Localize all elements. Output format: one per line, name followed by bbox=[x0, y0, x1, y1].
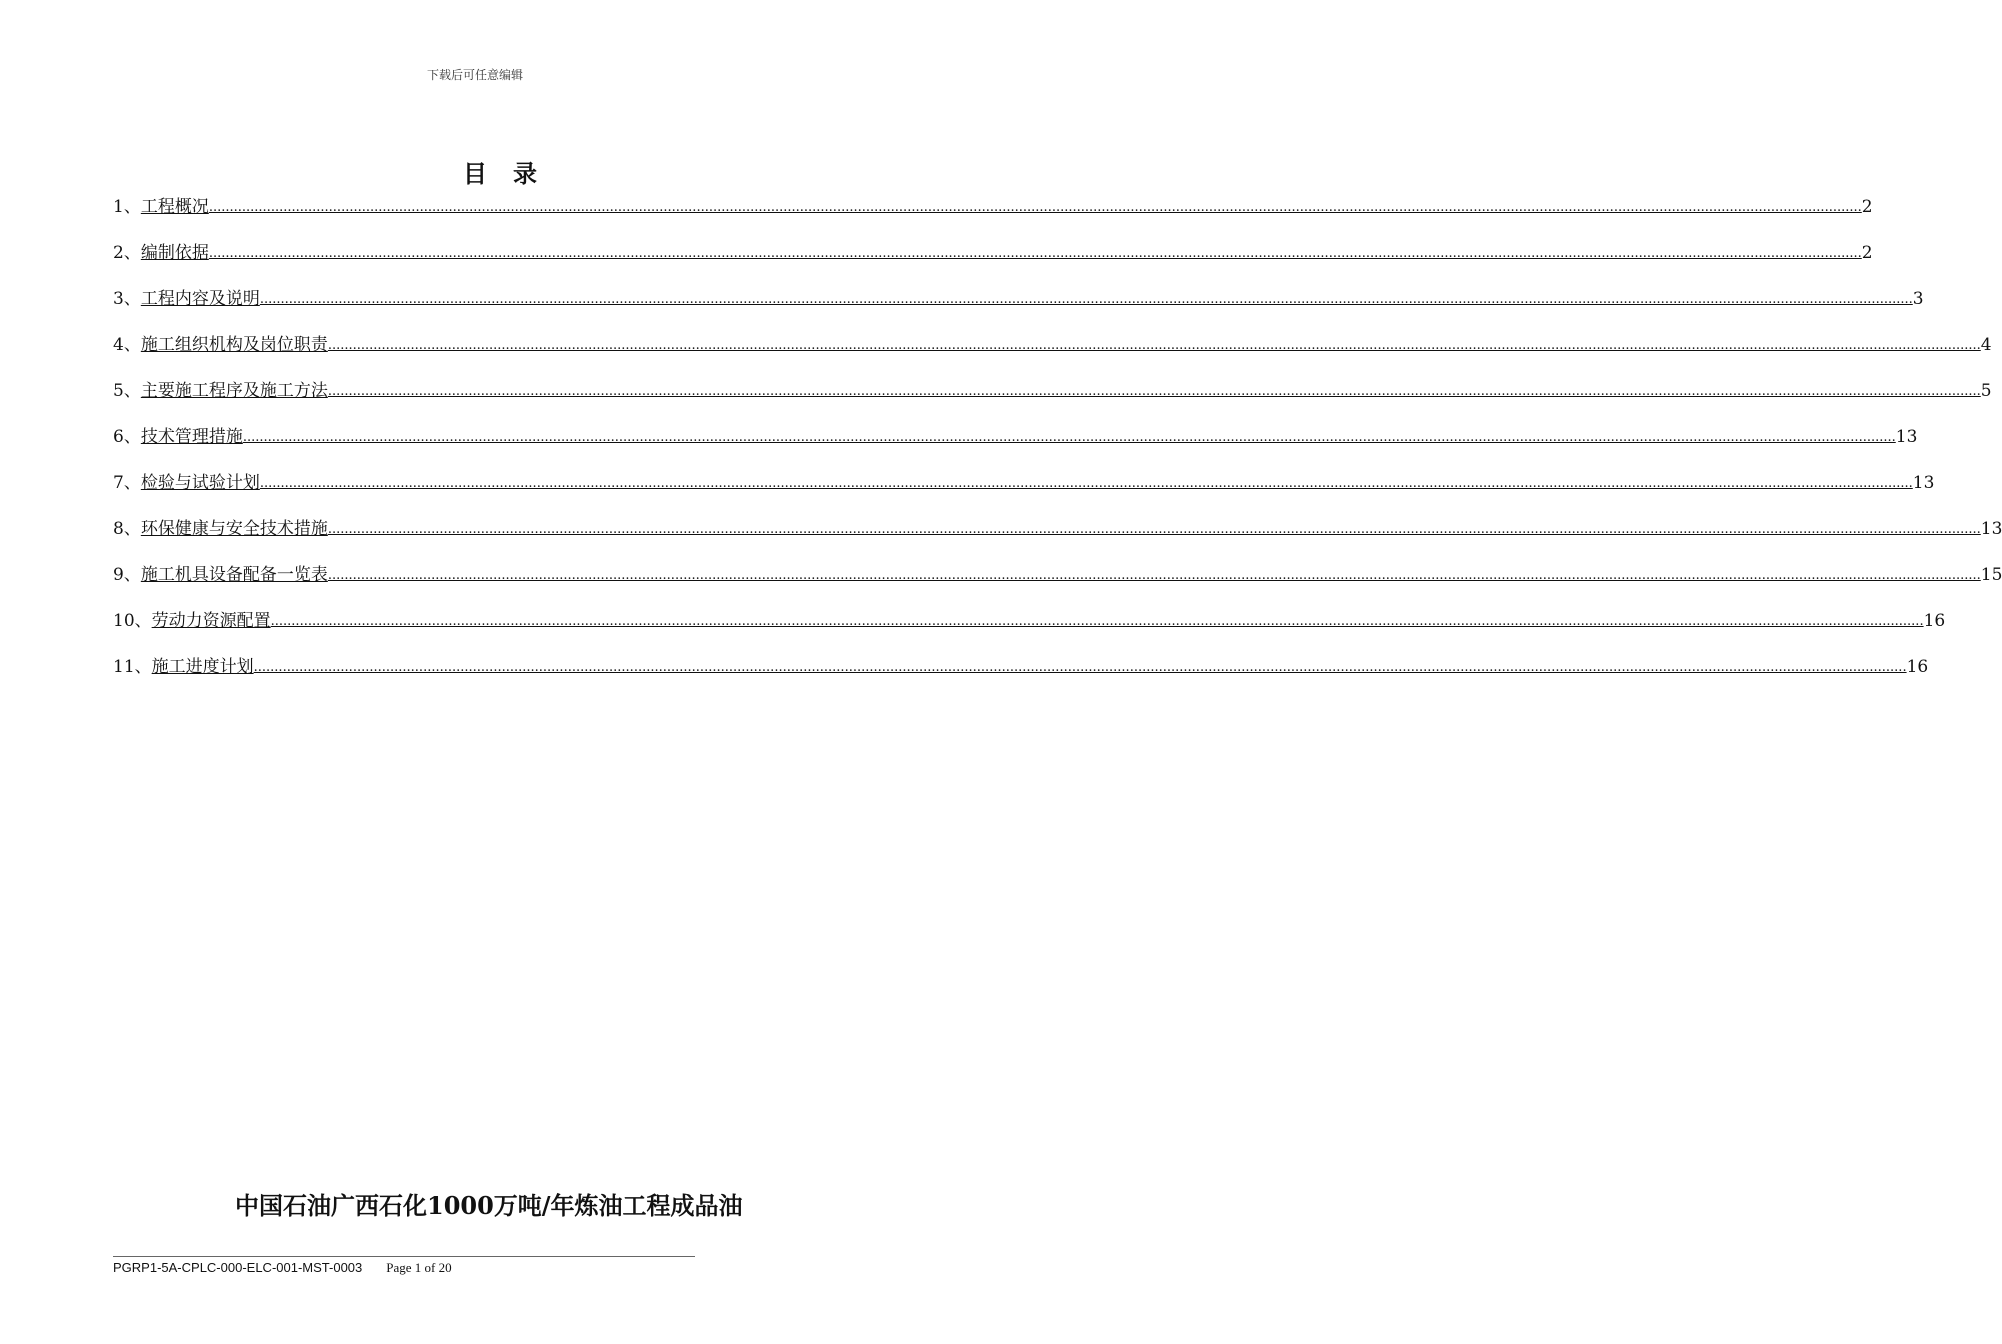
toc-leader-dots: ................................................................................................................................................................................................................................................................................................................................................................................................................ bbox=[327, 568, 1981, 583]
toc-entry-page: 5 bbox=[1980, 381, 1992, 401]
toc-entry-link[interactable]: 环保健康与安全技术措施 bbox=[140, 519, 328, 539]
toc-entry-page: 16 bbox=[1906, 657, 1929, 677]
toc-entry-number: 4、 bbox=[113, 335, 141, 355]
toc-entry-link[interactable]: 编制依据 bbox=[140, 243, 209, 263]
toc-entry-page: 3 bbox=[1912, 289, 1924, 309]
project-title: 中国石油广西石化1000万吨/年炼油工程成品油 bbox=[235, 1191, 743, 1220]
toc-title bbox=[0, 154, 1000, 189]
toc-entry-1[interactable] bbox=[113, 194, 1873, 240]
toc-entry-number: 6、 bbox=[113, 427, 141, 447]
toc-leader-dots: ................................................................................................................................................................................................................................................................................................................................................................................................................ bbox=[270, 614, 1924, 629]
toc-entry-3[interactable] bbox=[113, 286, 1924, 332]
toc-entry-link[interactable]: 施工机具设备配备一览表 bbox=[140, 565, 328, 585]
header-note: 下载后可任意编辑 bbox=[426, 68, 523, 82]
footer-divider bbox=[113, 1256, 695, 1257]
toc-entry-number: 10、 bbox=[113, 611, 152, 631]
toc-entry-page: 13 bbox=[1895, 427, 1918, 447]
toc-leader-dots: ................................................................................................................................................................................................................................................................................................................................................................................................................ bbox=[242, 430, 1896, 445]
toc-entry-11[interactable] bbox=[113, 654, 1929, 700]
toc-entry-link[interactable]: 技术管理措施 bbox=[140, 427, 243, 447]
toc-entry-number: 7、 bbox=[113, 473, 141, 493]
toc-entry-page: 15 bbox=[1980, 565, 2002, 585]
toc-leader-dots: ................................................................................................................................................................................................................................................................................................................................................................................................................ bbox=[327, 384, 1981, 399]
toc-entry-number: 11、 bbox=[113, 657, 152, 677]
toc-leader-dots: ................................................................................................................................................................................................................................................................................................................................................................................................................ bbox=[208, 246, 1862, 261]
toc-entry-link[interactable]: 主要施工程序及施工方法 bbox=[140, 381, 328, 401]
toc-entry-page: 2 bbox=[1861, 243, 1873, 263]
toc-entry-link[interactable]: 工程概况 bbox=[140, 197, 209, 217]
toc-entry-6[interactable] bbox=[113, 424, 1918, 470]
page-number: Page 1 of 20 bbox=[386, 1260, 452, 1275]
toc-entry-link[interactable]: 检验与试验计划 bbox=[140, 473, 260, 493]
toc-entry-link[interactable]: 施工组织机构及岗位职责 bbox=[140, 335, 328, 355]
toc-entry-link[interactable]: 施工进度计划 bbox=[151, 657, 254, 677]
toc-entry-page: 4 bbox=[1980, 335, 1992, 355]
toc-entry-10[interactable] bbox=[113, 608, 1946, 654]
toc-entry-number: 8、 bbox=[113, 519, 141, 539]
toc-leader-dots: ................................................................................................................................................................................................................................................................................................................................................................................................................ bbox=[327, 338, 1981, 353]
toc-leader-dots: ................................................................................................................................................................................................................................................................................................................................................................................................................ bbox=[253, 660, 1907, 675]
toc-entry-page: 13 bbox=[1980, 519, 2002, 539]
toc-entry-page: 16 bbox=[1923, 611, 1946, 631]
toc-entry-8[interactable] bbox=[113, 516, 2002, 562]
toc-entry-number: 3、 bbox=[113, 289, 141, 309]
toc-title-part2: 录 bbox=[513, 159, 537, 188]
document-code: PGRP1-5A-CPLC-000-ELC-001-MST-0003 bbox=[113, 1260, 363, 1275]
toc-entry-number: 2、 bbox=[113, 243, 141, 263]
toc-leader-dots: ................................................................................................................................................................................................................................................................................................................................................................................................................ bbox=[208, 200, 1862, 215]
toc-title-part1: 目 bbox=[463, 159, 487, 188]
toc-entry-5[interactable] bbox=[113, 378, 1992, 424]
toc-leader-dots: ................................................................................................................................................................................................................................................................................................................................................................................................................ bbox=[259, 476, 1913, 491]
toc-leader-dots: ................................................................................................................................................................................................................................................................................................................................................................................................................ bbox=[327, 522, 1981, 537]
toc-entry-number: 9、 bbox=[113, 565, 141, 585]
toc-entry-link[interactable]: 工程内容及说明 bbox=[140, 289, 260, 309]
toc-entry-7[interactable] bbox=[113, 470, 1935, 516]
page-footer bbox=[113, 1260, 452, 1276]
toc-entry-page: 2 bbox=[1861, 197, 1873, 217]
toc-entry-link[interactable]: 劳动力资源配置 bbox=[151, 611, 271, 631]
toc-entry-4[interactable] bbox=[113, 332, 1992, 378]
table-of-contents bbox=[113, 194, 2002, 700]
toc-entry-9[interactable] bbox=[113, 562, 2002, 608]
toc-entry-page: 13 bbox=[1912, 473, 1935, 493]
toc-entry-number: 1、 bbox=[113, 197, 141, 217]
toc-entry-2[interactable] bbox=[113, 240, 1873, 286]
toc-entry-number: 5、 bbox=[113, 381, 141, 401]
toc-leader-dots: ................................................................................................................................................................................................................................................................................................................................................................................................................ bbox=[259, 292, 1913, 307]
